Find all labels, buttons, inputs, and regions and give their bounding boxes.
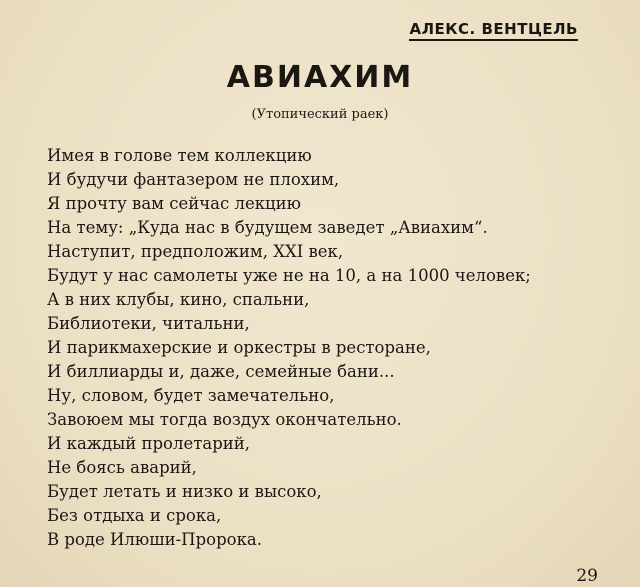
- poem-line: Будут у нас самолеты уже не на 10, а на 1000 человек;: [47, 266, 531, 285]
- poem-line: Библиотеки, читальни,: [47, 314, 250, 333]
- poem-line: Без отдыха и срока,: [47, 506, 222, 525]
- poem-body: [47, 144, 607, 552]
- poem-title: АВИАХИМ: [226, 60, 414, 95]
- poem-line: На тему: „Куда нас в будущем заведет „Авиахим“.: [47, 218, 488, 237]
- poem-line: Будет летать и низко и высоко,: [47, 482, 322, 501]
- poem-line: Наступит, предположим, XXI век,: [47, 242, 344, 261]
- poem-line: И каждый пролетарий,: [47, 434, 251, 453]
- author-name: АЛЕКС. ВЕНТЦЕЛЬ: [409, 20, 578, 41]
- poem-line: Ну, словом, будет замечательно,: [47, 386, 335, 405]
- poem-line: Завоюем мы тогда воздух окончательно.: [47, 410, 402, 429]
- poem-line: И биллиарды и, даже, семейные бани...: [47, 362, 395, 381]
- poem-line: Я прочту вам сейчас лекцию: [47, 194, 302, 213]
- poem-subtitle: (Утопический раек): [251, 107, 389, 122]
- page-number: 29: [576, 566, 598, 586]
- poem-line: И парикмахерские и оркестры в ресторане,: [47, 338, 431, 357]
- poem-line: Имея в голове тем коллекцию: [47, 146, 312, 165]
- poem-line: И будучи фантазером не плохим,: [47, 170, 340, 189]
- poem-line: В роде Илюши-Пророка.: [47, 530, 262, 549]
- poem-line: А в них клубы, кино, спальни,: [47, 290, 310, 309]
- poem-line: Не боясь аварий,: [47, 458, 197, 477]
